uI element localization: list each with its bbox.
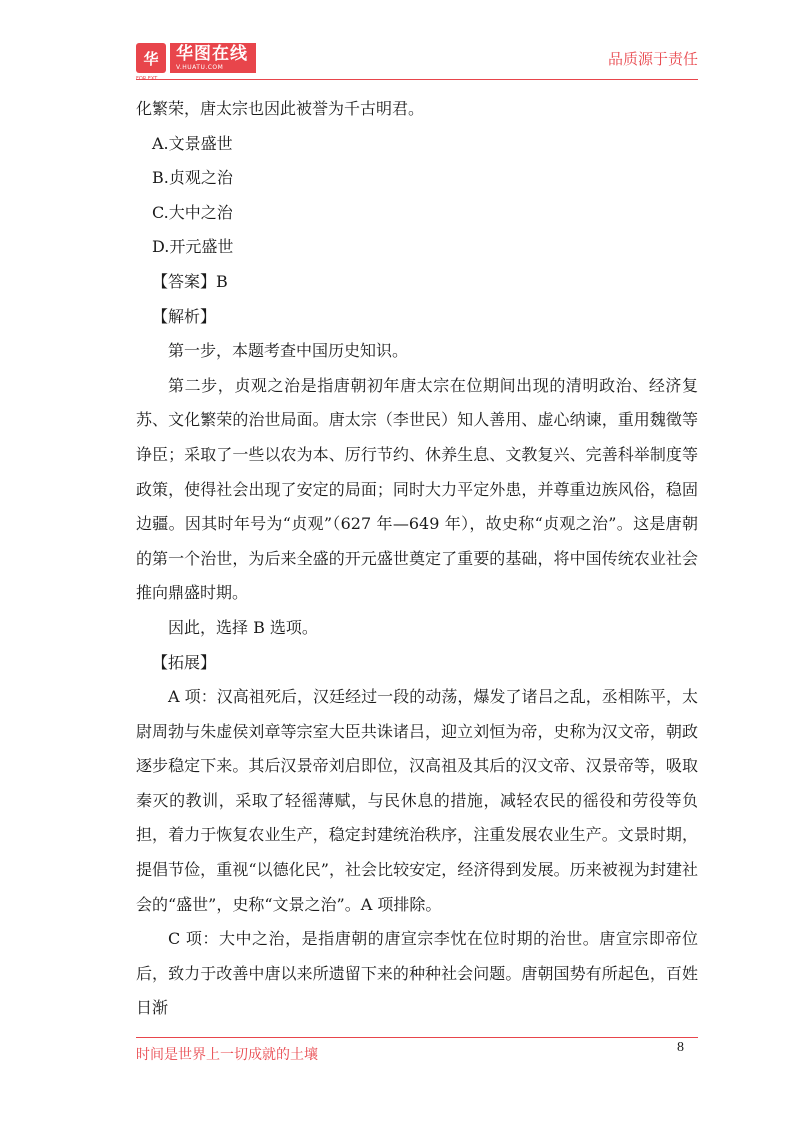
logo-wordmark: [170, 43, 256, 73]
step-one: 第一步，本题考查中国历史知识。: [168, 341, 409, 361]
step-two: 第二步，贞观之治是指唐朝初年唐太宗在位期间出现的清明政治、经济复苏、文化繁荣的治世局面。唐太宗（李世民）知人善用、虚心纳谏，重用魏徵等诤臣；采取了一些以农为本、厉行节约、休养生息、文教复兴、完善科举制度等政策，使得社会出现了安定的局面；同时大力平定外患，并尊重边族风俗，稳固边疆。因其时年号为“贞观”（627 年—649 年），故史称“贞观之治”。这是唐朝的第一个治世，为后来全盛的开元盛世奠定了重要的基础，将中国传统农业社会推向鼎盛时期。: [136, 375, 698, 603]
intro-line: 化繁荣，唐太宗也因此被誉为千古明君。: [136, 99, 425, 118]
page-number: 8: [677, 1040, 684, 1055]
brand-logo: [136, 42, 256, 74]
logo-mark-char: 华: [143, 49, 159, 68]
conclusion: 因此，选择 B 选项。: [168, 617, 318, 637]
item-c-explanation: C 项：大中之治，是指唐朝的唐宣宗李忱在位时期的治世。唐宣宗即帝位后，致力于改善中唐以来所遗留下来的种种社会问题。唐朝国势有所起色，百姓日渐: [136, 929, 698, 1018]
page-body: [136, 92, 698, 1026]
option-b: B.贞观之治: [152, 168, 233, 188]
page-header: [0, 0, 800, 90]
extension-heading: 【拓展】: [152, 652, 217, 672]
analysis-heading: 【解析】: [152, 306, 217, 326]
logo-name: 华图在线: [176, 43, 248, 64]
footer-divider: [136, 1037, 698, 1038]
option-a: A.文景盛世: [152, 133, 233, 153]
option-c: C.大中之治: [152, 202, 233, 222]
answer-line: 【答案】B: [152, 271, 228, 291]
logo-mark-icon: [136, 43, 166, 73]
logo-url: V.HUATU.COM: [176, 63, 224, 71]
header-slogan: 品质源于责任: [607, 50, 698, 68]
item-a-explanation: A 项：汉高祖死后，汉廷经过一段的动荡，爆发了诸吕之乱，丞相陈平，太尉周勃与朱虚侯刘章等宗室大臣共诛诸吕，迎立刘恒为帝，史称为汉文帝，朝政逐步稳定下来。其后汉景帝刘启即位，汉高祖及其后的汉文帝、汉景帝等，吸取秦灭的教训，采取了轻徭薄赋，与民休息的措施，减轻农民的徭役和劳役等负担，着力于恢复农业生产，稳定封建统治秩序，注重发展农业生产。文景时期，提倡节俭，重视“以德化民”，社会比较安定，经济得到发展。历来被视为封建社会的“盛世”，史称“文景之治”。A 项排除。: [136, 687, 698, 914]
option-d: D.开元盛世: [152, 237, 234, 257]
header-divider: [136, 79, 698, 80]
footer-slogan: 时间是世界上一切成就的土壤: [136, 1047, 318, 1063]
